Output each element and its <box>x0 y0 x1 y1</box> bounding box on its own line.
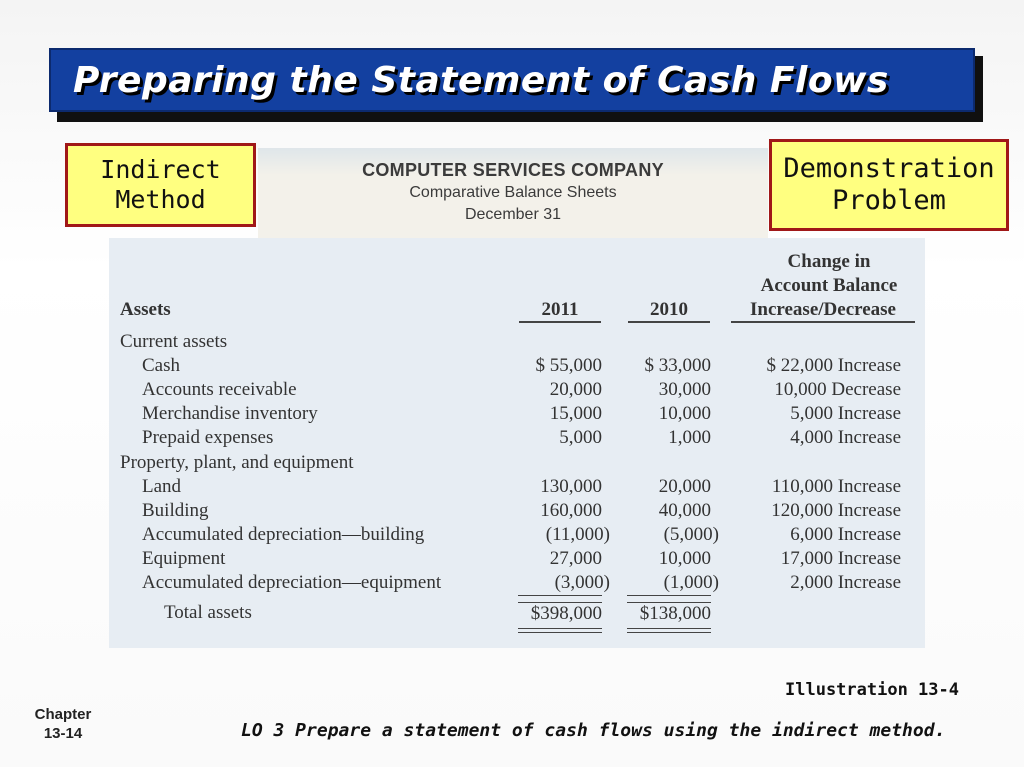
total-assets-row <box>109 602 925 626</box>
row-label: Building <box>142 499 209 521</box>
cell-change: 110,000 Increase <box>771 475 901 497</box>
row-label: Accumulated depreciation—equipment <box>142 572 442 593</box>
year-2011-header: 2011 <box>519 299 601 323</box>
total-2010-double-underline <box>627 628 711 633</box>
row-label: Accumulated depreciation—building <box>142 523 425 545</box>
chapter-number: 13-14 <box>43 724 83 742</box>
callout-right-line1: Demonstration <box>783 152 995 184</box>
cell-change: 4,000 Increase <box>790 427 901 449</box>
demonstration-problem-callout <box>769 139 1009 231</box>
table-row <box>109 548 925 572</box>
row-label: Accounts receivable <box>142 379 297 401</box>
total-2010: $138,000 <box>627 602 711 625</box>
year-2010-header: 2010 <box>628 299 710 323</box>
indirect-method-callout <box>65 143 256 227</box>
total-2011: $398,000 <box>518 602 602 625</box>
cell-change: $ 22,000 Increase <box>766 355 901 377</box>
cell-2010: 40,000 <box>658 499 711 521</box>
table-row <box>109 355 925 379</box>
cell-2011: 15,000 <box>549 403 602 425</box>
company-name: COMPUTER SERVICES COMPANY <box>362 160 664 180</box>
illustration-label: Illustration 13-4 <box>785 680 959 700</box>
slide-title: Preparing the Statement of Cash Flows <box>73 59 889 101</box>
cell-2011: 130,000 <box>540 475 602 497</box>
table-row <box>109 500 925 524</box>
cell-2011: 27,000 <box>549 547 602 569</box>
callout-left-line2: Method <box>115 185 206 214</box>
table-row <box>109 572 925 596</box>
cell-2010: 10,000 <box>658 547 711 569</box>
title-bar <box>49 48 975 112</box>
chapter-word: Chapter <box>34 706 92 723</box>
row-label: Current assets <box>120 331 228 352</box>
balance-sheet-table <box>109 238 925 648</box>
row-label: Prepaid expenses <box>142 427 274 449</box>
cell-2010: $ 33,000 <box>644 355 711 377</box>
callout-left-line1: Indirect <box>100 155 221 184</box>
row-label: Equipment <box>142 547 226 569</box>
cell-2011: $ 55,000 <box>535 355 602 377</box>
assets-header: Assets <box>120 299 171 320</box>
table-row <box>109 403 925 427</box>
table-row <box>109 452 925 476</box>
statement-header <box>258 148 768 238</box>
cell-change: 10,000 Decrease <box>774 379 901 401</box>
table-row <box>109 379 925 403</box>
cell-2011: 20,000 <box>549 379 602 401</box>
cell-2010: (1,000) <box>663 572 719 593</box>
change-header-line3: Increase/Decrease <box>731 299 915 323</box>
cell-2010: (5,000) <box>663 523 719 545</box>
cell-2010: 30,000 <box>658 379 711 401</box>
cell-2011: 160,000 <box>540 499 602 521</box>
cell-change: 6,000 Increase <box>790 523 901 545</box>
table-row <box>109 524 925 548</box>
cell-2011: (3,000) <box>554 572 610 593</box>
chapter-label <box>24 706 102 744</box>
change-header-line2: Account Balance <box>760 275 898 296</box>
row-label: Cash <box>142 355 180 377</box>
change-header-line1: Change in <box>787 251 871 272</box>
row-label: Property, plant, and equipment <box>120 451 354 473</box>
cell-2010: 10,000 <box>658 403 711 425</box>
cell-2011: (11,000) <box>545 523 610 545</box>
subtotal-underline-2010 <box>627 595 711 596</box>
cell-2010: 20,000 <box>658 475 711 497</box>
cell-change: 5,000 Increase <box>790 403 901 425</box>
row-label: Land <box>142 475 182 497</box>
cell-2010: 1,000 <box>668 427 711 449</box>
cell-change: 120,000 Increase <box>771 499 901 521</box>
learning-objective: LO 3 Prepare a statement of cash flows using the indirect method. <box>241 720 946 741</box>
row-label: Merchandise inventory <box>142 403 318 425</box>
cell-2011: 5,000 <box>559 427 602 449</box>
total-assets-label: Total assets <box>164 602 252 623</box>
table-row <box>109 331 925 355</box>
table-row <box>109 476 925 500</box>
cell-change: 2,000 Increase <box>790 572 901 593</box>
callout-right-line2: Problem <box>832 185 946 216</box>
statement-date: December 31 <box>464 206 562 223</box>
total-2011-double-underline <box>518 628 602 633</box>
subtotal-underline-2011 <box>518 595 602 596</box>
statement-subtitle: Comparative Balance Sheets <box>409 184 617 201</box>
cell-change: 17,000 Increase <box>780 547 901 569</box>
table-row <box>109 427 925 451</box>
